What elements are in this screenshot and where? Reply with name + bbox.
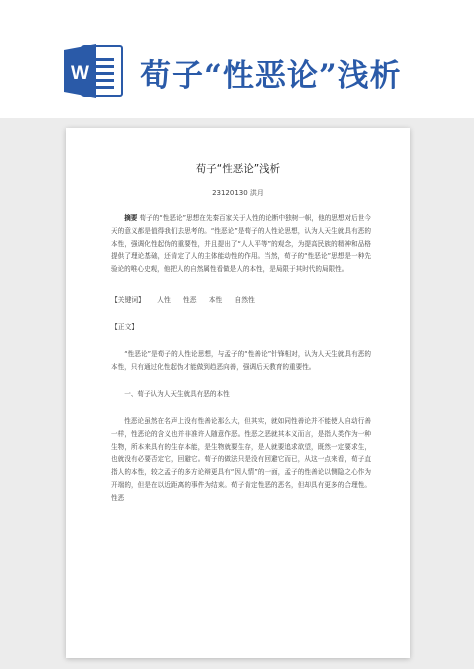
body-paragraph: “性恶论”是荀子的人性论思想，与孟子的“性善论”针锋相对，认为人天生就具有恶的本性，只有通过化性起伪才能做到趋恶向善，强调后天教育的重要性。 (111, 350, 371, 371)
document-heading: 荀子“性恶论”浅析 (140, 58, 402, 94)
keywords-line (111, 294, 371, 304)
keyword: 人性 (157, 296, 171, 304)
document-author: 23120130 洪月 (212, 189, 264, 197)
section-heading: 一、荀子认为人天生就具有恶的本性 (124, 390, 230, 398)
svg-text:W: W (71, 63, 89, 84)
word-document-icon (62, 40, 124, 102)
abstract-text: 荀子的“性恶论”思想在先秦百家关于人性的论断中独树一帜，他的思想对后世今天的意义都是值得我们去思考的。“性恶论”是荀子的人性论思想，认为人天生就具有恶的本性，强调化性起伪的重要性，并且提出了“人人平等”的观念，为提高民族的精神和品格提供了理论基础，还肯定了人的主体能动性的作用。当然，荀子的“性恶论”思想是一种先验论的唯心史观，他把人的自然属性看做是人的本性，是局限于其时代的局限性。 (111, 214, 371, 274)
keyword: 性恶 (182, 296, 197, 304)
keyword: 本性 (208, 296, 223, 304)
abstract-paragraph (111, 212, 371, 276)
header-banner (0, 0, 474, 118)
document-title: 荀子“性恶论”浅析 (195, 163, 281, 175)
keywords-label: 【关键词】 (111, 296, 145, 304)
keyword: 自然性 (234, 296, 255, 304)
abstract-label: 摘要 (124, 214, 138, 222)
body-label: 【正文】 (111, 323, 139, 331)
body-paragraph: 性恶论虽然在名声上没有性善论那么大，但其实，就如同性善论并不能使人自动行善一样，性恶论的含义也并非准许人随意作恶。性恶之恶就其本义而言，是指人类作为一种生物，所本来具有的生存本能，是生物就要生存，是人就要追求欲望，既然一定要求生，也就没有必要否定它，回避它。荀子的做法只是没有回避它而已，从这一点来看，荀子直指人的本性，较之孟子的多方论辩更具有“因人情”的一面，孟子的性善论以恻隐之心作为开端的，但是在以近距离的事件为结束。荀子肯定性恶的恶名，但却具有更多的合理性。性恶 (111, 417, 371, 502)
document-page (66, 128, 410, 658)
